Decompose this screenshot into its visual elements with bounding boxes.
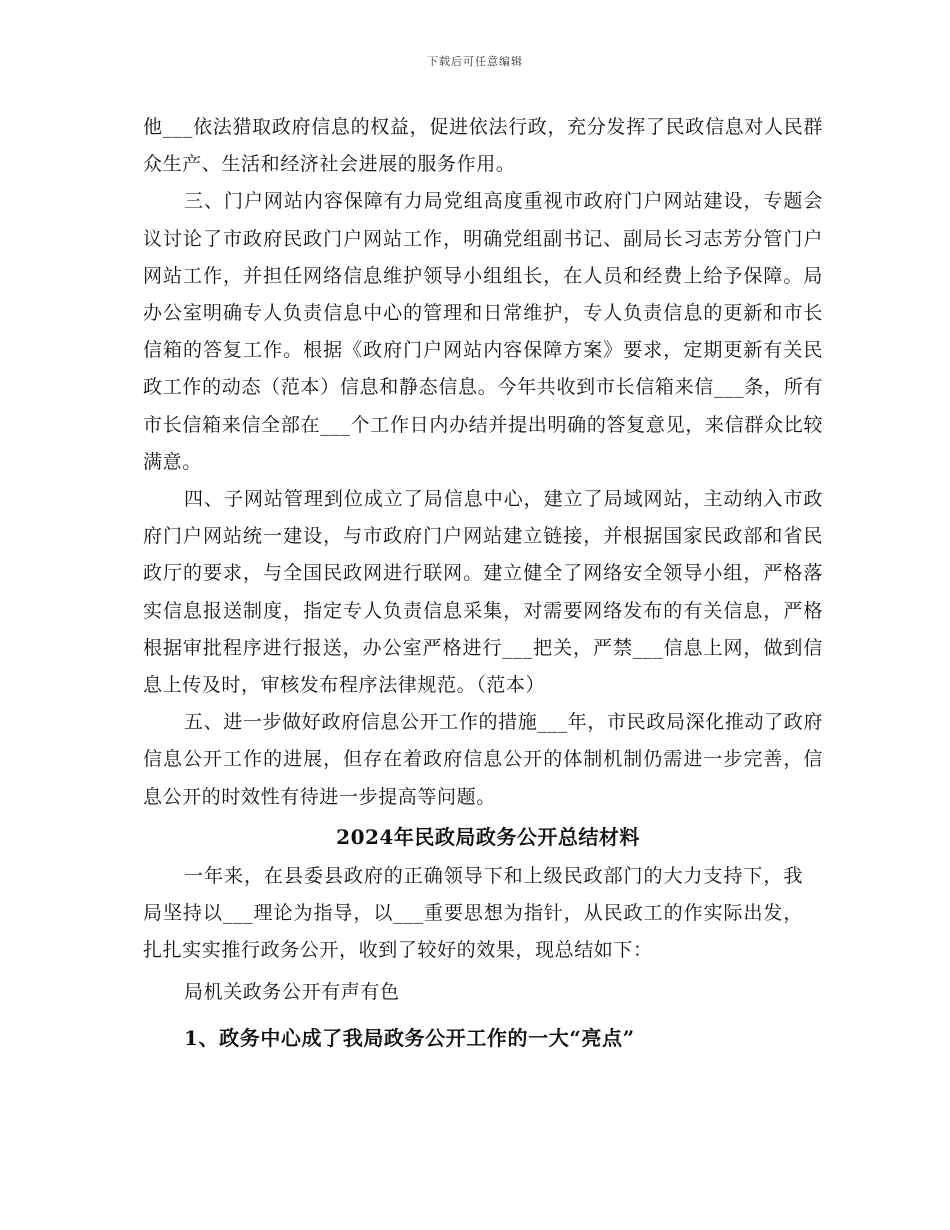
subheading: 局机关政务公开有声有色 bbox=[184, 981, 400, 1004]
paragraph-section-3: 三、门户网站内容保障有力局党组高度重视市政府门户网站建设，专题会议讨论了市政府民政门户网站工作，明确党组副书记、副局长习志芳分管门户网站工作，并担任网络信息维护领导小组组长，在人员和经费上给予保障。局办公室明确专人负责信息中心的管理和日常维护，专人负责信息的更新和市长信箱的答复工作。根据《政府门户网站内容保障方案》要求，定期更新有关民政工作的动态（范本）信息和静态信息。今年共收到市长信箱来信___条，所有市长信箱来信全部在___个工作日内办结并提出明确的答复意见，来信群众比较满意。 bbox=[143, 190, 823, 473]
document-body bbox=[143, 109, 823, 1059]
page-header-note: 下载后可任意编辑 bbox=[427, 55, 523, 68]
paragraph-section-4: 四、子网站管理到位成立了局信息中心，建立了局域网站，主动纳入市政府门户网站统一建设，与市政府门户网站建立链接，并根据国家民政部和省民政厅的要求，与全国民政网进行联网。建立健全了网络安全领导小组，严格落实信息报送制度，指定专人负责信息采集，对需要网络发布的有关信息，严格根据审批程序进行报送，办公室严格进行___把关，严禁___信息上网，做到信息上传及时，审核发布程序法律规范。（范本） bbox=[143, 488, 823, 697]
paragraph-intro: 一年来，在县委县政府的正确领导下和上级民政部门的大力支持下，我局坚持以___理论为指导，以___重要思想为指针，从民政工的作实际出发，扎扎实实推行政务公开，收到了较好的效果，现总结如下： bbox=[143, 864, 803, 962]
document-title: 2024年民政局政务公开总结材料 bbox=[336, 824, 640, 849]
numbered-heading-1: 1、政务中心成了我局政务公开工作的一大“亮点” bbox=[184, 1026, 635, 1051]
paragraph-continuation: 他___依法猎取政府信息的权益，促进依法行政，充分发挥了民政信息对人民群众生产、生活和经济社会进展的服务作用。 bbox=[143, 116, 823, 176]
paragraph-section-5: 五、进一步做好政府信息公开工作的措施___年，市民政局深化推动了政府信息公开工作的进展，但存在着政府信息公开的体制机制仍需进一步完善，信息公开的时效性有待进一步提高等问题。 bbox=[143, 711, 823, 808]
